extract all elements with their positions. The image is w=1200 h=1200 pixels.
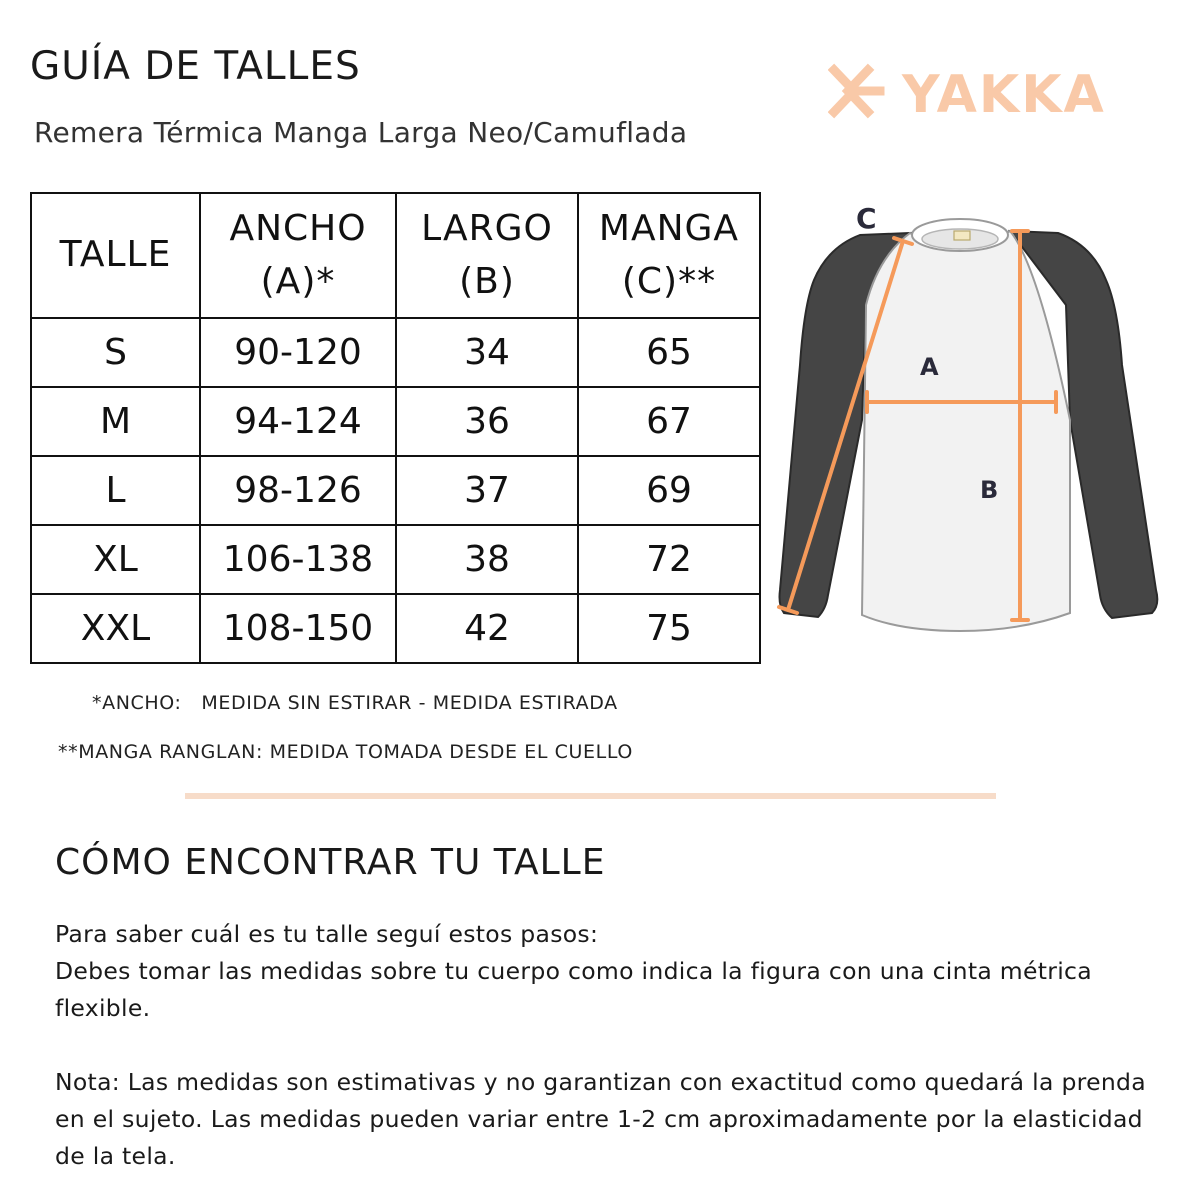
logo-wordmark: YAKKA	[902, 65, 1106, 120]
howto-text	[55, 916, 1165, 1175]
howto-note: Nota: Las medidas son estimativas y no garantizan con exactitud como quedará la prenda en el sujeto. Las medidas pueden variar entre 1-2 cm aproximadamente por la elasticidad de la tela.	[55, 1068, 1146, 1170]
label-b: B	[980, 476, 999, 504]
cell-talle: M	[31, 387, 200, 456]
shirt-body	[862, 231, 1070, 631]
table-header-row	[31, 193, 760, 318]
header-largo-code: (B)	[459, 260, 515, 302]
shirt-illustration	[780, 219, 1158, 631]
cell-ancho: 106-138	[200, 525, 396, 594]
header-talle	[31, 193, 200, 318]
label-c: C	[856, 202, 877, 235]
cell-manga: 72	[578, 525, 760, 594]
header-largo	[396, 193, 578, 318]
table-row	[31, 387, 760, 456]
header-manga	[578, 193, 760, 318]
label-a: A	[920, 353, 939, 381]
cell-largo: 37	[396, 456, 578, 525]
cell-largo: 36	[396, 387, 578, 456]
cell-largo: 38	[396, 525, 578, 594]
shirt-tag	[954, 231, 970, 240]
cell-talle: L	[31, 456, 200, 525]
cell-talle: S	[31, 318, 200, 387]
howto-intro: Para saber cuál es tu talle seguí estos pasos:	[55, 920, 599, 948]
header-ancho-label: ANCHO	[229, 208, 367, 250]
yakka-logo	[828, 62, 1128, 120]
table-row	[31, 594, 760, 663]
size-table	[30, 192, 761, 664]
cell-manga: 69	[578, 456, 760, 525]
header-ancho	[200, 193, 396, 318]
cell-talle: XL	[31, 525, 200, 594]
header-ancho-code: (A)*	[260, 260, 336, 302]
cell-largo: 42	[396, 594, 578, 663]
table-row	[31, 456, 760, 525]
cell-ancho: 98-126	[200, 456, 396, 525]
product-subtitle: Remera Térmica Manga Larga Neo/Camuflada	[34, 116, 688, 149]
cell-manga: 75	[578, 594, 760, 663]
note-manga: **MANGA RANGLAN: MEDIDA TOMADA DESDE EL CUELLO	[58, 741, 633, 763]
header-talle-label: TALLE	[59, 234, 172, 276]
logo-mark-icon	[834, 70, 880, 112]
cell-manga: 65	[578, 318, 760, 387]
section-divider	[185, 793, 996, 799]
table-row	[31, 525, 760, 594]
howto-title: CÓMO ENCONTRAR TU TALLE	[55, 842, 606, 883]
cell-largo: 34	[396, 318, 578, 387]
cell-talle: XXL	[31, 594, 200, 663]
cell-ancho: 94-124	[200, 387, 396, 456]
note-ancho: *ANCHO: MEDIDA SIN ESTIRAR - MEDIDA ESTIRADA	[92, 692, 618, 714]
header-largo-label: LARGO	[421, 208, 553, 250]
table-row	[31, 318, 760, 387]
header-manga-code: (C)**	[621, 260, 717, 302]
cell-ancho: 90-120	[200, 318, 396, 387]
shirt-diagram	[770, 195, 1170, 640]
cell-ancho: 108-150	[200, 594, 396, 663]
cell-manga: 67	[578, 387, 760, 456]
header-manga-label: MANGA	[598, 208, 740, 250]
page-title: GUÍA DE TALLES	[30, 44, 361, 89]
howto-instructions: Debes tomar las medidas sobre tu cuerpo como indica la figura con una cinta métrica flexible.	[55, 957, 1092, 1022]
